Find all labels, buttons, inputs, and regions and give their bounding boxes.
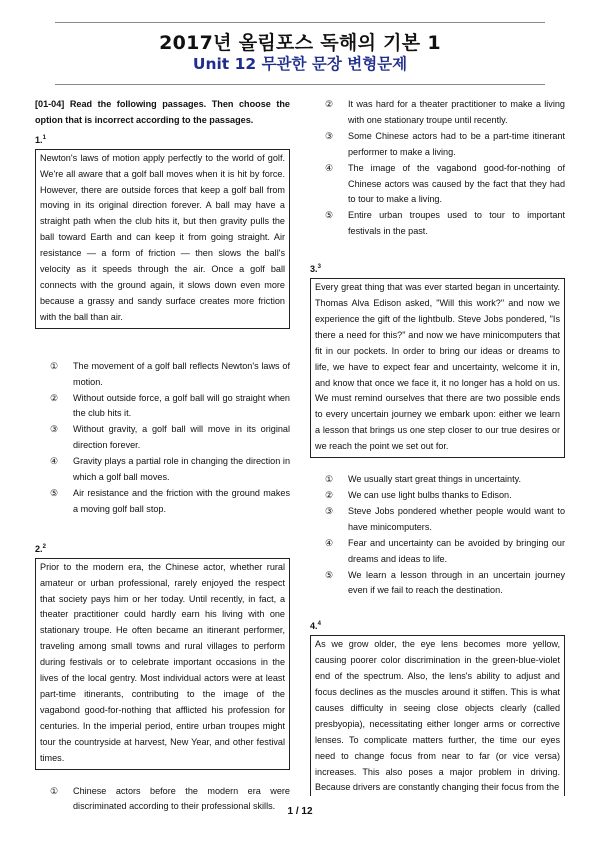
option-2-2[interactable]: ② It was hard for a theater practitioner to make a living with one stationary troupe until recently. [325,99,565,125]
options-1 [35,359,290,518]
option-3-2[interactable]: ② We can use light bulbs thanks to Edison. [325,489,512,500]
passage-box-1: Newton's laws of motion apply perfectly to the world of golf. We're all aware that a golf ball moves when it is hit by force. However, there are outside forces that keep a golf ball from moving in its original direction forever. A ball may have a straight path when the club hits it, but then gravity pulls the ball toward Earth and can keep it from going straight. Air resistance — a form of friction — then slows the ball's velocity as it speeds through the air. Once a golf ball connects with the ground again, it slows down even more because a grassy and sandy surface creates more friction with the ball than air. [35,149,290,329]
option-1-2[interactable]: ② Without outside force, a golf ball will go straight when the club hits it. [50,392,290,419]
option-3-1[interactable]: ① We usually start great things in uncertainty. [325,474,522,485]
question-number-1: 1.$^1$ [35,134,46,145]
page-subtitle: Unit 12 무관한 문장 변형문제 [192,55,408,73]
option-2-3[interactable]: ③ Some Chinese actors had to be a part-time itinerant performer to make a living. [325,130,565,157]
option-1-3[interactable]: ③ Without gravity, a golf ball will move in its original direction forever. [50,424,290,451]
page-title: 2017년 올림포스 독해의 기본 1 [159,32,441,54]
option-2-4[interactable]: ④ The image of the vagabond good-for-nothing of Chinese actors was caused by the fact that they had to tour to make a living. [325,162,565,205]
option-3-4[interactable]: ④ Fear and uncertainty can be avoided by bringing our dreams and ideas to life. [325,537,565,564]
option-3-3[interactable]: ③ Steve Jobs pondered whether people would want to have minicomputers. [325,505,565,532]
option-3-5[interactable]: ⑤ We learn a lesson through in an uncertain journey even if we fail to reach the destination. [325,569,565,596]
passage-box-3: Every great thing that was ever started began in uncertainty. Thomas Alva Edison asked, "Will this work?" and now we experience the gift of the lightbulb. Steve Jobs pondered, "Is there a need for this?" and now we have minicomputers that fit in our pockets. In order to bring our ideas or dreams to life, we have to expect fear and uncertainty, welcome it in, and know that once we face it, it no longer has a hold on us. We must remind ourselves that there are two possible ends to every uncertain journey we embark upon: either we learn a lesson that brings us one step closer to our true desires or we reach the point we set out for. [310,278,565,458]
option-2-1[interactable]: ① Chinese actors before the modern era were discriminated according to their professional skills. [50,785,290,812]
left-column [35,97,290,815]
question-number-4: 4.$^4$ [310,621,321,632]
instructions: [01-04] Read the following passages. Then choose the option that is incorrect according to the passages. [35,99,290,125]
options-3 [310,472,565,599]
option-2-5[interactable]: ⑤ Entire urban troupes used to tour to important festivals in the past. [325,210,565,237]
question-number-2: 2.$^2$ [35,543,46,554]
passage-box-2: Prior to the modern era, the Chinese actor, whether rural amateur or urban professional, rarely enjoyed the respect that society pays him or her today. Until recently, in fact, a theater practitioner could hardly earn his living with one stationary troupe. He often became an itinerant performer, traveling among small towns and rural villages to perform during festivals or to celebrate important occasions in the lives of the local gentry. Most individual actors were at least part-time itinerants, contributing to the image of the vagabond good-for-nothing that afflicted his profession for centuries. In the imperial period, entire urban troupes might tour the countryside at harvest, New Year, and other festival times. [35,558,290,770]
option-1-5[interactable]: ⑤ Air resistance and the friction with the ground makes a moving golf ball stop. [50,487,290,514]
page-number: 1 / 12 [287,806,313,817]
header-rule [55,84,545,85]
question-number-3: 3.$^3$ [310,264,321,275]
right-column [310,97,565,796]
option-1-1[interactable]: ① The movement of a golf ball reflects Newton's laws of motion. [50,360,290,387]
option-1-4[interactable]: ④ Gravity plays a partial role in changing the direction in which a golf ball moves. [50,456,290,483]
top-rule [55,22,545,23]
options-2-cont [310,97,565,240]
passage-box-4: As we grow older, the eye lens becomes more yellow, causing poorer color discrimination in the green-blue-violet end of the spectrum. Also, the lens's ability to adjust and focus declines as the muscles around it stiffen. This is what causes difficulty in seeing close objects clearly (called presbyopia), necessitating either longer arms or corrective lenses. To complicate matters further, the time our eyes need to change focus from near to far (or vice versa) increases. This also poses a major problem in driving. Because drivers are constantly changing their focus from the [310,635,565,796]
